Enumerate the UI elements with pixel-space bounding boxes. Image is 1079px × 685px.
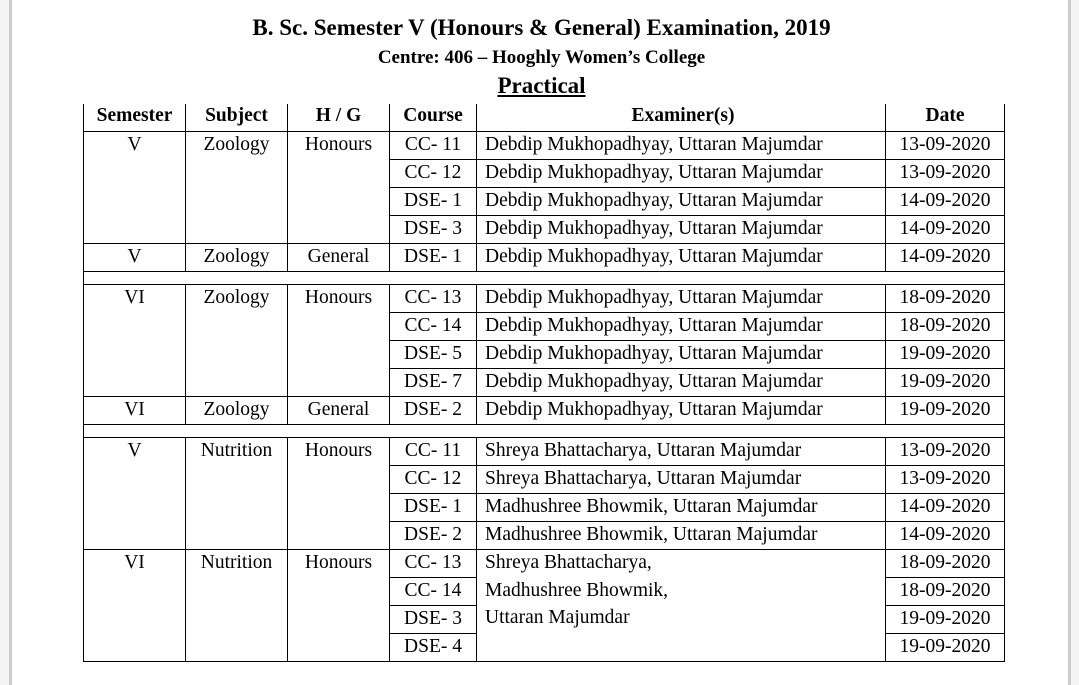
- table-row: [84, 397, 1005, 425]
- examination-schedule-table: [83, 104, 1005, 662]
- subject-cell: Zoology: [186, 132, 288, 244]
- course-cell: CC- 14: [390, 313, 477, 341]
- table-header-row: [84, 104, 1005, 132]
- semester-cell: V: [84, 244, 186, 272]
- subject-cell: Zoology: [186, 397, 288, 425]
- examiner-name: Uttaran Majumdar: [485, 607, 630, 628]
- course-cell: CC- 13: [390, 285, 477, 313]
- date-cell: 14-09-2020: [886, 522, 1005, 550]
- spacer-row: [84, 272, 1005, 285]
- course-cell: DSE- 2: [390, 522, 477, 550]
- date-cell: 14-09-2020: [886, 216, 1005, 244]
- subject-cell: Zoology: [186, 285, 288, 397]
- centre-subtitle: Centre: 406 – Hooghly Women’s College: [377, 47, 706, 68]
- examiners-cell: Madhushree Bhowmik, Uttaran Majumdar: [477, 494, 886, 522]
- examiners-cell: Debdip Mukhopadhyay, Uttaran Majumdar: [477, 369, 886, 397]
- hg-cell: Honours: [288, 285, 390, 397]
- course-cell: CC- 14: [390, 578, 477, 606]
- page-edge-left: [9, 0, 12, 685]
- date-cell: 18-09-2020: [886, 550, 1005, 578]
- page-margin-right: [1071, 0, 1079, 685]
- date-cell: 19-09-2020: [886, 634, 1005, 662]
- course-cell: DSE- 3: [390, 216, 477, 244]
- course-cell: CC- 12: [390, 466, 477, 494]
- column-header-course: Course: [390, 104, 477, 132]
- page-margin-left: [0, 0, 9, 685]
- hg-cell: Honours: [288, 550, 390, 662]
- table-row: [84, 438, 1005, 466]
- table-row: [84, 285, 1005, 313]
- course-cell: DSE- 1: [390, 494, 477, 522]
- examiners-cell: Debdip Mukhopadhyay, Uttaran Majumdar: [477, 216, 886, 244]
- spacer-row: [84, 425, 1005, 438]
- date-cell: 13-09-2020: [886, 466, 1005, 494]
- date-cell: 19-09-2020: [886, 369, 1005, 397]
- course-cell: CC- 11: [390, 438, 477, 466]
- section-heading: Practical: [497, 73, 586, 98]
- date-cell: 14-09-2020: [886, 494, 1005, 522]
- examiners-cell: Debdip Mukhopadhyay, Uttaran Majumdar: [477, 285, 886, 313]
- examiners-cell: Shreya Bhattacharya, Uttaran Majumdar: [477, 438, 886, 466]
- examiners-cell: Debdip Mukhopadhyay, Uttaran Majumdar: [477, 132, 886, 160]
- course-cell: CC- 13: [390, 550, 477, 578]
- date-cell: 13-09-2020: [886, 438, 1005, 466]
- semester-cell: V: [84, 438, 186, 550]
- course-cell: DSE- 1: [390, 244, 477, 272]
- course-cell: CC- 11: [390, 132, 477, 160]
- examiner-name: Madhushree Bhowmik,: [485, 579, 669, 601]
- examiner-name: Shreya Bhattacharya,: [485, 552, 652, 573]
- date-cell: 13-09-2020: [886, 132, 1005, 160]
- table-row: [84, 132, 1005, 160]
- course-cell: DSE- 3: [390, 606, 477, 634]
- date-cell: 19-09-2020: [886, 606, 1005, 634]
- course-cell: CC- 12: [390, 160, 477, 188]
- table-row: [84, 550, 1005, 578]
- semester-cell: VI: [84, 397, 186, 425]
- column-header-subject: Subject: [186, 104, 288, 132]
- table-row: [84, 244, 1005, 272]
- document-title: B. Sc. Semester V (Honours & General) Examination, 2019: [252, 15, 831, 40]
- course-cell: DSE- 1: [390, 188, 477, 216]
- semester-cell: VI: [84, 550, 186, 662]
- semester-cell: V: [84, 132, 186, 244]
- hg-cell: General: [288, 397, 390, 425]
- column-header-date: Date: [886, 104, 1005, 132]
- date-cell: 19-09-2020: [886, 341, 1005, 369]
- examiners-cell-shared: [477, 550, 886, 662]
- subject-cell: Zoology: [186, 244, 288, 272]
- date-cell: 18-09-2020: [886, 578, 1005, 606]
- subject-cell: Nutrition: [186, 438, 288, 550]
- course-cell: DSE- 5: [390, 341, 477, 369]
- course-cell: DSE- 4: [390, 634, 477, 662]
- examiners-cell: Debdip Mukhopadhyay, Uttaran Majumdar: [477, 160, 886, 188]
- date-cell: 18-09-2020: [886, 313, 1005, 341]
- subject-cell: Nutrition: [186, 550, 288, 662]
- examiners-cell: Debdip Mukhopadhyay, Uttaran Majumdar: [477, 188, 886, 216]
- column-header-examiners: Examiner(s): [477, 104, 886, 132]
- date-cell: 14-09-2020: [886, 244, 1005, 272]
- hg-cell: General: [288, 244, 390, 272]
- semester-cell: VI: [84, 285, 186, 397]
- course-cell: DSE- 7: [390, 369, 477, 397]
- column-header-hg: H / G: [288, 104, 390, 132]
- date-cell: 18-09-2020: [886, 285, 1005, 313]
- examiners-cell: Shreya Bhattacharya, Uttaran Majumdar: [477, 466, 886, 494]
- examiners-cell: Debdip Mukhopadhyay, Uttaran Majumdar: [477, 244, 886, 272]
- hg-cell: Honours: [288, 438, 390, 550]
- date-cell: 14-09-2020: [886, 188, 1005, 216]
- examiners-cell: Debdip Mukhopadhyay, Uttaran Majumdar: [477, 397, 886, 425]
- date-cell: 13-09-2020: [886, 160, 1005, 188]
- column-header-semester: Semester: [84, 104, 186, 132]
- hg-cell: Honours: [288, 132, 390, 244]
- date-cell: 19-09-2020: [886, 397, 1005, 425]
- course-cell: DSE- 2: [390, 397, 477, 425]
- examiners-cell: Debdip Mukhopadhyay, Uttaran Majumdar: [477, 313, 886, 341]
- examiners-cell: Debdip Mukhopadhyay, Uttaran Majumdar: [477, 341, 886, 369]
- examiners-cell: Madhushree Bhowmik, Uttaran Majumdar: [477, 522, 886, 550]
